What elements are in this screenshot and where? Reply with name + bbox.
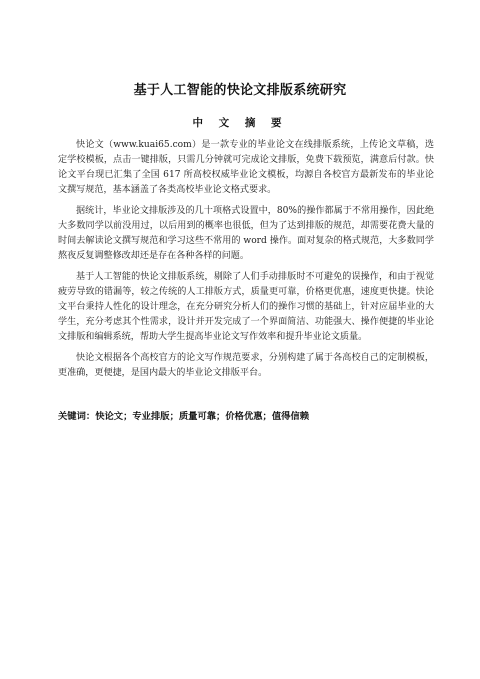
abstract-paragraph: 快论文根据各个高校官方的论文写作规范要求，分别构建了属于各高校自己的定制模板，更准确，更便捷，是国内最大的毕业论文排版平台。	[58, 353, 434, 378]
abstract-heading: 中 文 摘 要	[192, 117, 288, 129]
abstract-paragraph: 据统计，毕业论文排版涉及的几十项格式设置中，80%的操作都属于不常用操作，因此绝大多数同学以前没用过，以后用到的概率也很低，但为了达到排版的规范，却需要花费大量的时间去解读论文撰写规范和学习这些不常用的 word 操作。面对复杂的格式规范，大多数同学熬夜反复调整修改却还是存在各种各样的问题。	[58, 206, 434, 261]
abstract-paragraph: 快论文（www.kuai65.com）是一款专业的毕业论文在线排版系统，上传论文草稿，选定学校模板，点击一键排版，只需几分钟就可完成论文排版，免费下载预览，满意后付款。快论文平台现已汇集了全国 617 所高校权威毕业论文模板，均源自各校官方最新发布的毕业论文撰写规范，基本涵盖了各类高校毕业论文格式要求。	[58, 140, 434, 195]
abstract-body	[58, 138, 434, 387]
abstract-paragraph: 基于人工智能的快论文排版系统，剔除了人们手动排版时不可避免的误操作，和由于视觉疲劳导致的错漏等，较之传统的人工排版方式，质量更可靠，价格更优惠，速度更快捷。快论文平台秉持人性化的设计理念，在充分研究分析人们的操作习惯的基础上，针对应届毕业的大学生，充分考虑其个性需求，设计并开发完成了一个界面简洁、功能强大、操作便捷的毕业论文排版和编辑系统，帮助大学生提高毕业论文写作效率和提升毕业论文质量。	[58, 272, 434, 342]
keywords-line: 关键词：快论文；专业排版；质量可靠；价格优惠；值得信赖	[58, 411, 310, 422]
document-title: 基于人工智能的快论文排版系统研究	[133, 83, 347, 98]
